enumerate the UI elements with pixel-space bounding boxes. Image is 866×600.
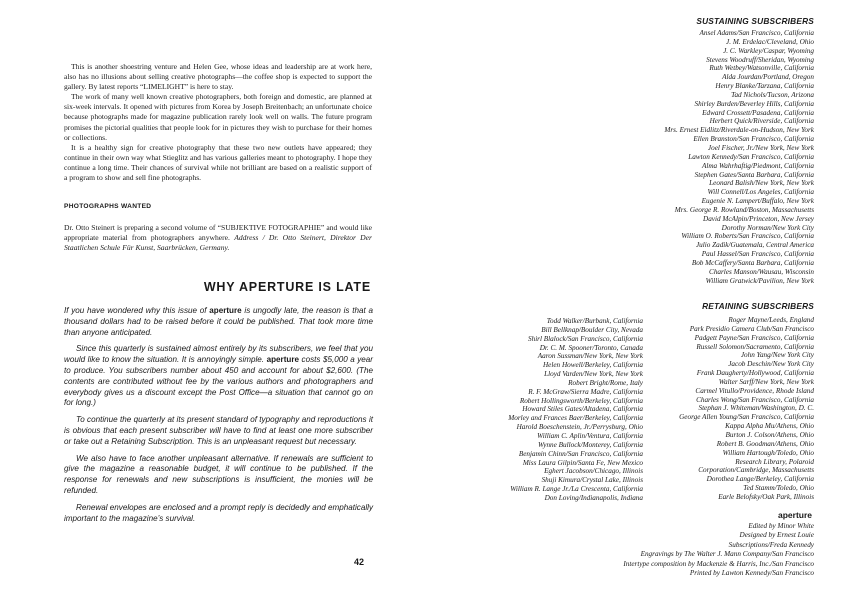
intro-paragraph: The work of many well known creative photographers, both foreign and domestic, are planned at six-week intervals. It opened with pictures from Korea by Joseph Breitenbach; an unfortunate choice because photographs made for magazine publication rarely look well on walls. The future program promises the pictorial qualities that people look for in pictures they wish to purchase for their homes or collections. [64, 92, 372, 142]
photographs-wanted-body [64, 223, 372, 253]
brand-name: aperture [266, 355, 299, 365]
subscriber-entry: Ted Stamm/Toledo, Ohio [743, 484, 814, 493]
subscriber-entry: Ellen Branston/San Francisco, California [693, 135, 814, 144]
subscriber-entry: Russell Solomon/Sacramento, California [696, 342, 814, 351]
subscriber-entry: Edward Crossett/Pasadena, California [702, 108, 814, 117]
subscriber-entry: Carmel Vitullo/Providence, Rhode Island [695, 386, 814, 395]
article-headline: WHY APERTURE IS LATE [203, 280, 371, 294]
subscriber-entry: Stevens Woodruff/Sheridan, Wyoming [706, 55, 814, 64]
subscriber-entry: Walter Sarff/New York, New York [718, 377, 814, 386]
subscriber-entry: Mrs. Ernest Eidlitz/Riverdale-on-Hudson, New York [664, 126, 814, 135]
late-paragraph: Renewal envelopes are enclosed and a prompt reply is decidedly and emphatically important to the magazine’s survival. [64, 502, 373, 523]
subscriber-entry: Ruth Wetbey/Watsonville, California [709, 64, 814, 73]
subscriber-entry: Mrs. George R. Rowland/Boston, Massachusetts [674, 205, 814, 214]
subscriber-entry: Wynne Bullock/Monterey, California [537, 440, 643, 449]
sustaining-subscribers-heading: SUSTAINING SUBSCRIBERS [696, 16, 814, 26]
subscriber-entry: Burton J. Colson/Athens, Ohio [725, 430, 814, 439]
photographs-wanted-heading: PHOTOGRAPHS WANTED [64, 203, 152, 210]
colophon-line: Intertype composition by Mackenzie & Harris, Inc./San Francisco [623, 559, 814, 568]
limelight-article [64, 62, 372, 183]
late-paragraph [64, 344, 373, 409]
wanted-text: Dr. Otto Steinert is preparing a second volume of “SUBJEKTIVE FOTOGRAPHIE” and would like appropriate material from photographers anywhere. [64, 223, 372, 243]
subscriber-entry: Will Connell/Los Angeles, California [707, 188, 814, 197]
subscriber-entry: Paul Hassel/San Francisco, California [701, 250, 814, 259]
subscriber-entry: William R. Lange Jr./La Crescenta, California [510, 485, 643, 494]
intro-paragraph: This is another shoestring venture and Helen Gee, whose ideas and leadership are at work here, also has no illusions about selling creative photographs—the coffee shop is expected to support the gallery. By latest reports “LIMELIGHT” is here to stay. [64, 62, 372, 92]
subscriber-entry: Herbert Quick/Riverside, California [709, 117, 814, 126]
text-run: Since this quarterly is sustained almost entirely by its subscribers, we feel that you would like to know the situation. It is annoyingly simple. [64, 344, 373, 365]
subscriber-entry: Bill Bellknap/Boulder City, Nevada [541, 325, 643, 334]
subscriber-entry: Howard Stiles Gates/Altadena, California [522, 405, 643, 414]
retaining-subscribers-right-column [679, 316, 814, 502]
text-run: If you have wondered why this issue of [64, 306, 210, 315]
subscriber-entry: Jacob Deschin/New York City [728, 360, 814, 369]
subscriber-entry: Charles Manson/Wausau, Wisconsin [709, 267, 814, 276]
subscriber-entry: Research Library, Polaroid [735, 457, 814, 466]
subscriber-entry: Shuji Kimura/Crystal Lake, Illinois [541, 476, 643, 485]
subscriber-entry: Harold Boeschenstein, Jr./Perrysburg, Ohio [516, 423, 643, 432]
subscriber-entry: Frank Daugherty/Hollywood, California [696, 369, 814, 378]
subscriber-entry: William O. Roberts/San Francisco, California [681, 232, 814, 241]
subscriber-entry: Earle Belofsky/Oak Park, Illinois [718, 492, 814, 501]
subscriber-entry: Lloyd Varden/New York, New York [544, 370, 643, 379]
colophon-line: Printed by Lawton Kennedy/San Francisco [689, 569, 814, 578]
subscriber-entry: Padgett Payne/San Francisco, California [694, 333, 814, 342]
subscriber-entry: Todd Walker/Burbank, California [546, 317, 643, 325]
subscriber-entry: Alma Wahrhaftig/Piedmont, California [701, 161, 814, 170]
subscriber-entry: Corporation/Cambridge, Massachusetts [698, 466, 814, 475]
subscriber-entry: David McAlpin/Princeton, New Jersey [703, 214, 814, 223]
intro-paragraph: It is a healthy sign for creative photography that these two new outlets have appeared; they continue in their own way what Stieglitz and has various galleries meant to photography. I hope they continue a long time. Their chances of survival while not brilliant are based on a realistic support of a program to show and sell fine photographs. [64, 142, 372, 183]
subscriber-entry: Dorothy Norman/New York City [721, 223, 814, 232]
subscriber-entry: John Yang/New York City [740, 351, 814, 360]
subscriber-entry: Ansel Adams/San Francisco, California [699, 29, 814, 37]
subscriber-entry: Dr. C. M. Spooner/Toronto, Canada [539, 343, 643, 352]
colophon-brand: aperture [777, 510, 812, 520]
colophon-line: Subscriptions/Freda Kennedy [728, 540, 814, 549]
subscriber-entry: Kappa Alpha Mu/Athens, Ohio [725, 422, 814, 431]
subscriber-entry: William C. Aplin/Ventura, California [537, 431, 643, 440]
subscriber-entry: Stephen Gates/Santa Barbara, California [694, 170, 814, 179]
retaining-subscribers-left-column [508, 317, 643, 503]
subscriber-entry: R. F. McGraw/Sierra Madre, California [528, 387, 643, 396]
late-paragraph: To continue the quarterly at its present standard of typography and reproductions it is obvious that each present subscriber will have to find at least one more subscriber or take out a Retaining Subscription. This is an unpleasant request but necessary. [64, 415, 373, 446]
subscriber-entry: Roger Mayne/Leeds, England [728, 316, 814, 324]
wanted-address: Address / Dr. Otto Steinert, Direktor Der Staatlichen Schule Für Kunst, Saarbrücken, Germany. [64, 233, 372, 253]
subscriber-entry: Park Presidio Camera Club/San Francisco [689, 324, 814, 333]
right-page [433, 0, 866, 600]
colophon-line: Designed by Ernest Louie [739, 531, 814, 540]
subscriber-entry: Charles Wong/San Francisco, California [696, 395, 814, 404]
subscriber-entry: Lawton Kennedy/San Francisco, California [688, 152, 814, 161]
subscriber-entry: Julio Zadik/Guatemala, Central America [695, 241, 814, 250]
subscriber-entry: Helen Howell/Berkeley, California [542, 361, 643, 370]
subscriber-entry: Henry Blanke/Tarzana, California [715, 82, 814, 91]
subscriber-entry: Dorothea Lange/Berkeley, California [706, 475, 814, 484]
retaining-subscribers-heading: RETAINING SUBSCRIBERS [702, 301, 814, 311]
colophon-line: Engravings by The Walter J. Mann Company/San Francisco [640, 550, 814, 559]
subscriber-entry: Shirley Burden/Beverley Hills, California [694, 99, 814, 108]
why-late-article [64, 306, 373, 530]
subscriber-entry: Robert B. Goodman/Athens, Ohio [716, 439, 814, 448]
page-number: 42 [354, 557, 365, 567]
subscriber-entry: Robert Hollingsworth/Berkeley, California [519, 396, 643, 405]
subscriber-entry: Benjamin Chinn/San Francisco, California [518, 449, 643, 458]
subscriber-entry: Alda Jourdan/Portland, Oregon [722, 73, 814, 82]
late-paragraph: We also have to face another unpleasant alternative. If renewals are sufficient to give the magazine a reasonable budget, it will continue to be published. If the response for renewals and new subscriptions is insufficient, the monies will be refunded. [64, 453, 373, 495]
brand-name: aperture [209, 306, 242, 315]
subscriber-entry: Robert Bright/Rome, Italy [568, 378, 643, 387]
subscriber-entry: Joel Fischer, Jr./New York, New York [707, 143, 814, 152]
subscriber-entry: J. C. Warkley/Caspar, Wyoming [723, 46, 814, 55]
subscriber-entry: Eghert Jacobson/Chicago, Illinois [544, 467, 643, 476]
subscriber-entry: Eugenie N. Lampert/Buffalo, New York [701, 197, 814, 206]
subscriber-entry: George Allen Young/San Francisco, California [679, 413, 814, 422]
colophon-line: Edited by Minor White [748, 522, 814, 530]
late-paragraph [64, 306, 373, 338]
subscriber-entry: Shirl Blalock/San Francisco, California [528, 334, 643, 343]
subscriber-entry: Don Loving/Indianapolis, Indiana [544, 493, 643, 502]
subscriber-entry: Bob McCaffery/Santa Barbara, California [691, 258, 814, 267]
subscriber-entry: Stephan J. Whiteman/Washington, D. C. [698, 404, 814, 413]
subscriber-entry: Aaron Sussman/New York, New York [537, 352, 643, 361]
colophon [623, 522, 814, 578]
text-run: costs $5,000 a year to produce. You subscribers number about 450 and account for about $2,600. (The contents are contributed without fee by the various authors and photographers and everybody gives us a discount except the Post Office—a situation that cannot go on for long.) [64, 355, 374, 408]
subscriber-entry: Morley and Frances Baer/Berkeley, California [508, 414, 643, 423]
subscriber-entry: William Gratwick/Pavilion, New York [705, 276, 814, 285]
sustaining-subscribers-list [664, 29, 814, 285]
subscriber-entry: Miss Laura Gilpin/Santa Fe, New Mexico [522, 458, 643, 467]
subscriber-entry: J. M. Erdelac/Cleveland, Ohio [726, 37, 814, 46]
subscriber-entry: Leonard Balish/New York, New York [709, 179, 814, 188]
subscriber-entry: Tad Nichols/Tucson, Arizona [731, 90, 814, 99]
subscriber-entry: William Hartough/Toledo, Ohio [722, 448, 814, 457]
text-run: is ungodly late, the reason is that a thousand dollars had to be raised before it could be published. That took more time than anyone anticipated. [64, 306, 373, 337]
